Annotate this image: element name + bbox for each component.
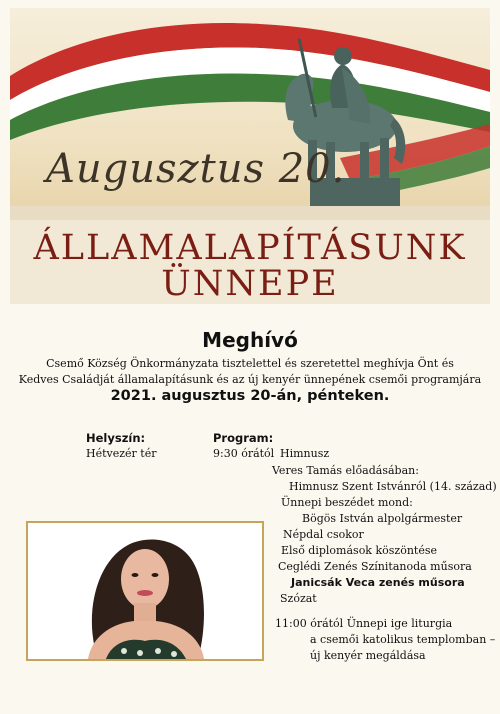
intro-line-2: Kedves Családját államalapításunk és az új kenyér ünnepének csemői programjára (18, 373, 482, 386)
invitation-heading: Meghívó (202, 328, 298, 352)
program-item: Bögös István alpolgármester (302, 512, 463, 525)
program-item: Veres Tamás előadásában: (272, 464, 419, 477)
program-item: Himnusz (280, 447, 330, 460)
program-item: Ünnepi beszédet mond: (281, 496, 413, 509)
program-label: Program: (213, 431, 274, 445)
header-banner (10, 8, 490, 208)
intro-line-1: Csemő Község Önkormányzata tisztelettel és szeretettel meghívja Önt és (46, 357, 454, 370)
headline-line-2: ÜNNEPE (161, 264, 339, 304)
location-value: Hétvezér tér (86, 447, 157, 460)
program-item: Himnusz Szent Istvánról (14. század) (289, 480, 497, 493)
program-item: Első diplomások köszöntése (281, 544, 437, 557)
divider-strip (10, 206, 490, 220)
portrait-icon (28, 523, 262, 659)
program-time-1: 9:30 órától (213, 447, 275, 460)
program-time-2: 11:00 órától Ünnepi ige liturgia (275, 617, 453, 630)
program-item: Népdal csokor (283, 528, 364, 541)
headline-line-1: ÁLLAMALAPÍTÁSUNK (33, 228, 467, 268)
banner-script-title: Augusztus 20. (46, 146, 346, 192)
performer-photo (26, 521, 264, 661)
event-date: 2021. augusztus 20-án, pénteken. (110, 388, 390, 404)
program-item: Szózat (280, 592, 317, 605)
location-label: Helyszín: (86, 431, 146, 445)
program-item-highlight: Janicsák Veca zenés műsora (291, 576, 465, 589)
invitation-body (10, 304, 497, 704)
program-item: új kenyér megáldása (310, 649, 426, 662)
program-item: Ceglédi Zenés Színitanoda műsora (278, 560, 472, 573)
program-item: a csemői katolikus templomban – (310, 633, 496, 646)
headline-box (10, 220, 490, 304)
